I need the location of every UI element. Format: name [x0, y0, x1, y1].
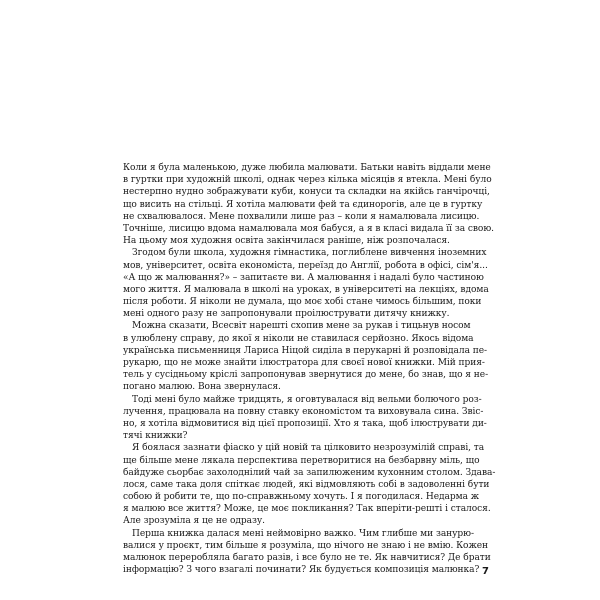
- text-line: малюнок переробляла багато разів, і все було не те. Як навчитися? Де брати: [123, 553, 491, 563]
- text-line: не схвалювалося. Мене похвалили лише раз – коли я намалювала лисицю.: [123, 211, 480, 222]
- paragraph: [123, 394, 487, 443]
- text-line: Згодом були школа, художня гімнастика, поглиблене вивчення іноземних: [132, 248, 487, 259]
- page-number: 7: [482, 566, 489, 577]
- paragraph: [123, 162, 494, 247]
- text-line: мов, університет, освіта економіста, переїзд до Англії, робота в офісі, сім'я...: [123, 260, 488, 271]
- paragraph: [123, 442, 496, 527]
- text-line: тель у сусідньому кріслі запропонував звернутися до мене, бо знав, що я не-: [123, 370, 489, 381]
- text-line: но, я хотіла відмовитися від цієї пропозиції. Хто я така, щоб ілюструвати ди-: [123, 418, 487, 429]
- text-line: рукарю, що не може знайти ілюстратора для своєї нової книжки. Мій прия-: [123, 358, 485, 368]
- text-line: я малюю все життя? Може, це моє покликання? Так вперіти-решті і сталося.: [123, 504, 491, 515]
- text-line: На цьому моя художня освіта закінчилася раніше, ніж розпочалася.: [123, 236, 450, 247]
- text-line: тячі книжки?: [123, 431, 188, 442]
- text-line: після роботи. Я ніколи не думала, що моє хобі стане чимось більшим, поки: [123, 297, 482, 308]
- text-line: Коли я була маленькою, дуже любила малювати. Батьки навіть віддали мене: [123, 163, 491, 173]
- text-line: лучення, працювала на повну ставку економістом та виховувала сина. Звіс-: [123, 406, 484, 417]
- text-line: лося, саме така доля спіткає людей, які відмовляють собі в задоволенні бути: [123, 479, 490, 490]
- text-line: що висить на стільці. Я хотіла малювати фей та єдинорогів, але це в гуртку: [123, 199, 483, 210]
- text-line: нестерпно нудно зображувати куби, конуси та складки на якійсь ганчірочці,: [123, 187, 490, 198]
- text-line: Але зрозуміла я це не одразу.: [123, 516, 265, 527]
- body-text: [123, 162, 496, 576]
- text-line: мені одного разу не запропонували проілюструвати дитячу книжку.: [123, 309, 450, 320]
- paragraph: [123, 320, 489, 393]
- text-line: інформацію? З чого взагалі починати? Як будується композиція малюнка?: [123, 565, 480, 576]
- text-line: валися у проєкт, тим більше я розуміла, що нічого не знаю і не вмію. Кожен: [123, 540, 489, 551]
- text-line: в улюблену справу, до якої я ніколи не ставилася серйозно. Якось відома: [123, 333, 474, 344]
- text-line: байдуже сьорбає захолоднілий чай за запилюженим кухонним столом. Здава-: [123, 467, 496, 478]
- text-line: погано малюю. Вона звернулася.: [123, 382, 281, 393]
- text-line: Точніше, лисицю вдома намалювала моя бабуся, а я в класі видала її за свою.: [123, 223, 494, 234]
- text-line: ще більше мене лякала перспектива перетворитися на безбарвну міль, що: [123, 455, 480, 466]
- text-line: Можна сказати, Всесвіт нарешті схопив мене за рукав і тицьнув носом: [132, 321, 471, 332]
- paragraph: [123, 247, 489, 320]
- text-line: мого життя. Я малювала в школі на уроках, в університеті на лекціях, вдома: [123, 284, 489, 295]
- text-line: в гуртки при художній школі, однак через кілька місяців я втекла. Мені було: [123, 175, 492, 186]
- paragraph: [123, 528, 491, 577]
- text-line: Перша книжка далася мені неймовірно важко. Чим глибше ми занурю-: [132, 528, 474, 539]
- text-line: українська письменниця Лариса Ніцой сиділа в перукарні й розповідала пе-: [123, 345, 488, 356]
- text-line: Я боялася зазнати фіаско у цій новій та цілковито незрозумілій справі, та: [132, 443, 485, 454]
- text-line: собою й робити те, що по-справжньому хочуть. І я погодилася. Недарма ж: [123, 492, 480, 503]
- text-line: Тоді мені було майже тридцять, я оговтувалася від вельми болючого роз-: [132, 394, 482, 405]
- text-line: «А що ж малювання?» – запитаєте ви. А малювання і надалі було частиною: [123, 272, 484, 283]
